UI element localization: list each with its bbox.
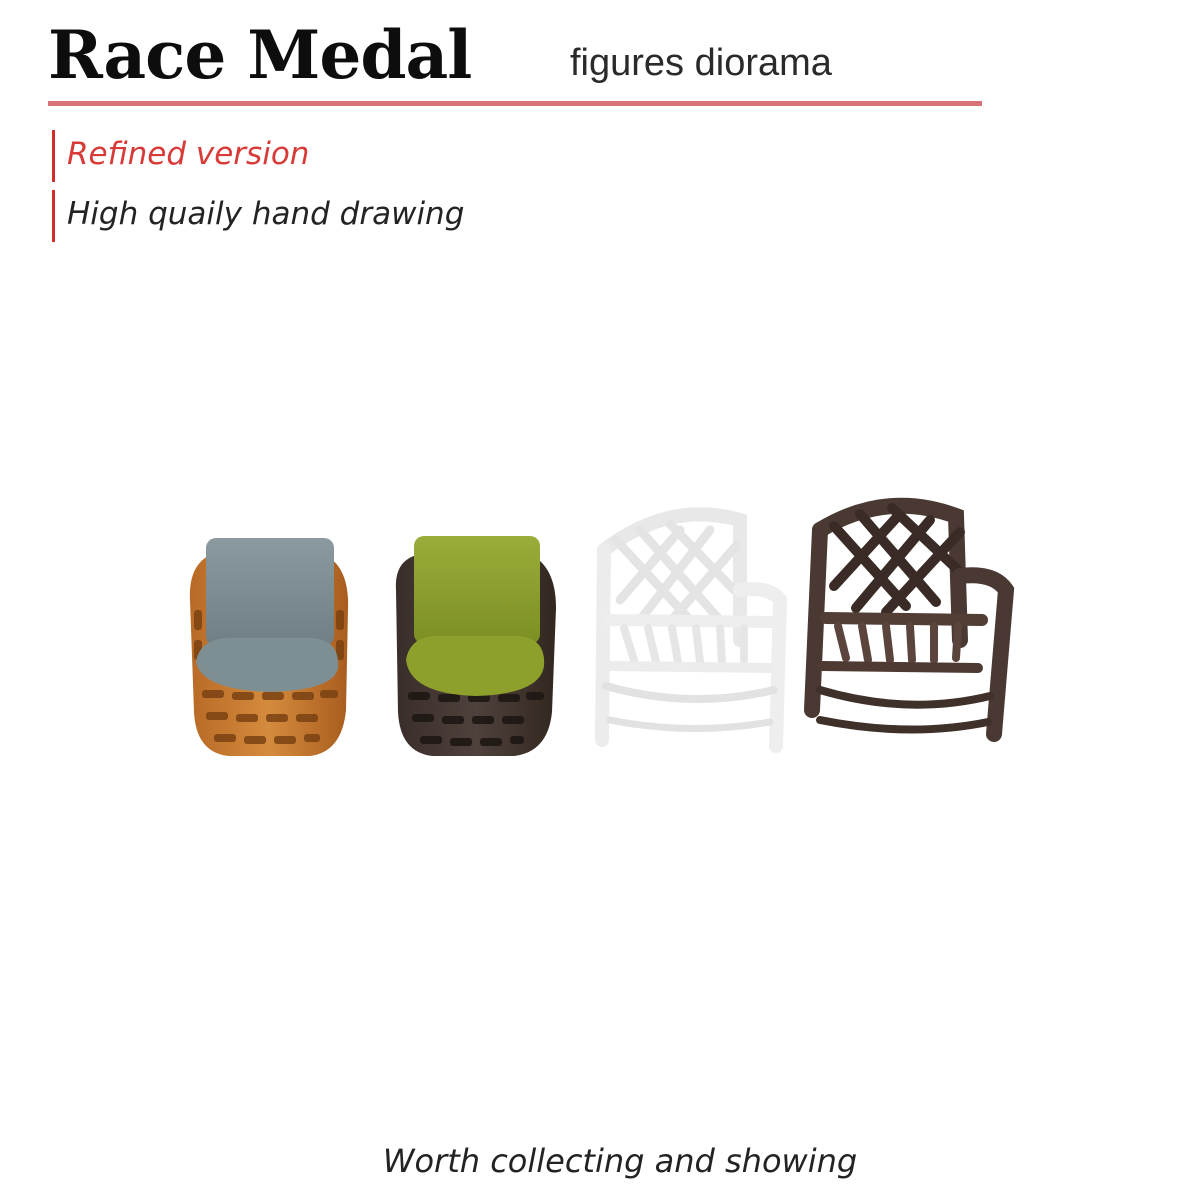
chair-white-lattice	[602, 514, 780, 746]
brand-subtitle: figures diorama	[570, 42, 832, 84]
product-photo	[170, 490, 1020, 770]
chair-dark-green	[396, 536, 556, 756]
chair-brown-lattice	[812, 506, 1006, 734]
footer-tagline: Worth collecting and showing	[382, 1142, 858, 1180]
brand-title: Race Medal	[48, 16, 472, 94]
feature-refined-version: Refined version	[52, 130, 309, 182]
header-divider	[48, 101, 982, 106]
header	[48, 18, 982, 110]
chair-orange-grey	[190, 538, 348, 756]
feature-hand-drawing: High quaily hand drawing	[52, 190, 464, 242]
